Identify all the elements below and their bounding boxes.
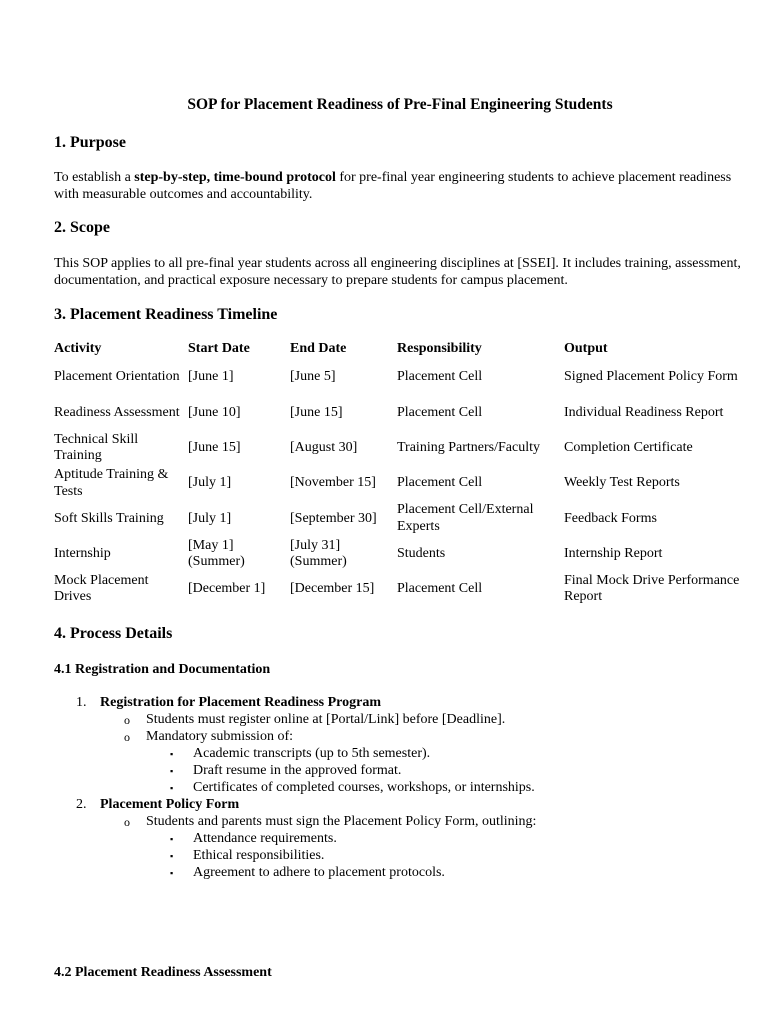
registration-list — [54, 695, 746, 882]
square-bullet-icon: ▪ — [170, 766, 174, 776]
registration-subheading: 4.1 Registration and Documentation — [54, 662, 271, 677]
table-row — [54, 360, 746, 395]
end-date-cell: [September 30] — [290, 510, 377, 526]
output-cell: Completion Certificate — [564, 439, 693, 455]
activity-cell: Technical Skill Training — [54, 431, 139, 464]
start-date-cell: [June 15] — [188, 439, 241, 455]
activity-cell: Mock Placement Drives — [54, 572, 149, 605]
document-title: SOP for Placement Readiness of Pre-Final Engineering Students — [187, 96, 613, 113]
end-date-cell: [June 15] — [290, 404, 343, 420]
list-number: 1. — [76, 695, 87, 710]
sub-list-item — [54, 729, 746, 746]
square-bullet-icon: ▪ — [170, 868, 174, 878]
table-row — [54, 466, 746, 501]
activity-cell: Internship — [54, 545, 111, 561]
end-date-cell: [July 31] (Summer) — [290, 537, 347, 570]
list-number: 2. — [76, 797, 87, 812]
column-header: Activity — [54, 341, 102, 356]
bullet-text: Attendance requirements. — [193, 831, 337, 846]
activity-cell: Placement Orientation — [54, 369, 180, 385]
activity-cell: Readiness Assessment — [54, 404, 180, 420]
process-heading: 4. Process Details — [54, 625, 173, 642]
end-date-cell: [November 15] — [290, 475, 376, 491]
table-row — [54, 395, 746, 430]
activity-cell: Soft Skills Training — [54, 510, 164, 526]
table-row — [54, 536, 746, 571]
list-item — [54, 797, 746, 814]
timeline-table — [54, 341, 746, 607]
output-cell: Individual Readiness Report — [564, 404, 724, 420]
activity-cell: Aptitude Training & Tests — [54, 467, 169, 499]
square-bullet-icon: ▪ — [170, 851, 174, 861]
start-date-cell: [June 10] — [188, 404, 241, 420]
start-date-cell: [May 1] (Summer) — [188, 537, 245, 570]
square-bullet-icon: ▪ — [170, 783, 174, 793]
column-header: Output — [564, 341, 608, 356]
responsibility-cell: Students — [397, 545, 446, 561]
circle-bullet-icon: o — [124, 713, 130, 727]
bullet-item — [54, 848, 746, 865]
bullet-text: Draft resume in the approved format. — [193, 763, 402, 778]
table-row — [54, 431, 746, 466]
bullet-text: Academic transcripts (up to 5th semester). — [193, 746, 431, 761]
column-header: Start Date — [188, 341, 250, 356]
timeline-heading: 3. Placement Readiness Timeline — [54, 306, 278, 323]
table-row — [54, 572, 746, 607]
timeline-header-row — [54, 341, 746, 360]
list-item-title: Registration for Placement Readiness Program — [100, 695, 381, 710]
bullet-item — [54, 780, 746, 797]
start-date-cell: [June 1] — [188, 369, 234, 385]
bullet-text: Agreement to adhere to placement protocols. — [193, 865, 445, 880]
start-date-cell: [December 1] — [188, 581, 266, 597]
sub-list-text: Students and parents must sign the Placement Policy Form, outlining: — [146, 814, 537, 829]
output-cell: Signed Placement Policy Form — [564, 369, 738, 385]
sub-list-text: Students must register online at [Portal/Link] before [Deadline]. — [146, 712, 506, 727]
start-date-cell: [July 1] — [188, 510, 232, 526]
responsibility-cell: Placement Cell — [397, 404, 483, 420]
responsibility-cell: Placement Cell — [397, 581, 483, 597]
bullet-item — [54, 865, 746, 882]
table-row — [54, 501, 746, 536]
sub-list-text: Mandatory submission of: — [146, 729, 293, 744]
bullet-item — [54, 763, 746, 780]
scope-heading: 2. Scope — [54, 219, 110, 236]
start-date-cell: [July 1] — [188, 475, 232, 491]
bullet-text: Ethical responsibilities. — [193, 848, 325, 863]
purpose-heading: 1. Purpose — [54, 134, 126, 151]
output-cell: Internship Report — [564, 545, 663, 561]
responsibility-cell: Placement Cell/External Experts — [397, 502, 534, 534]
bullet-text: Certificates of completed courses, workshops, or internships. — [193, 780, 535, 795]
column-header: Responsibility — [397, 341, 482, 356]
end-date-cell: [August 30] — [290, 439, 358, 455]
output-cell: Weekly Test Reports — [564, 475, 680, 491]
responsibility-cell: Training Partners/Faculty — [397, 439, 540, 455]
list-item-title: Placement Policy Form — [100, 797, 240, 812]
purpose-text-bold: step-by-step, time-bound protocol — [134, 170, 336, 185]
scope-paragraph: This SOP applies to all pre-final year students across all engineering disciplines at [SSEI]. It includes training, assessment, documentation, and practical exposure necessary to prepare students for campus placement. — [54, 256, 741, 288]
square-bullet-icon: ▪ — [170, 834, 174, 844]
assessment-subheading: 4.2 Placement Readiness Assessment — [54, 965, 272, 980]
end-date-cell: [June 5] — [290, 369, 336, 385]
bullet-item — [54, 746, 746, 763]
sub-list-item — [54, 712, 746, 729]
end-date-cell: [December 15] — [290, 581, 375, 597]
list-item — [54, 695, 746, 712]
sub-list-item — [54, 814, 746, 831]
circle-bullet-icon: o — [124, 815, 130, 829]
timeline-body — [54, 360, 746, 607]
output-cell: Final Mock Drive Performance Report — [564, 572, 740, 605]
responsibility-cell: Placement Cell — [397, 475, 483, 491]
purpose-text-post: for pre-final year engineering students to achieve placement readiness with measurable outcomes and accountability. — [54, 170, 732, 202]
purpose-text-pre: To establish a — [54, 170, 135, 185]
output-cell: Feedback Forms — [564, 510, 657, 526]
square-bullet-icon: ▪ — [170, 749, 174, 759]
responsibility-cell: Placement Cell — [397, 369, 483, 385]
bullet-item — [54, 831, 746, 848]
circle-bullet-icon: o — [124, 730, 130, 744]
purpose-paragraph — [54, 170, 746, 203]
column-header: End Date — [290, 341, 347, 356]
